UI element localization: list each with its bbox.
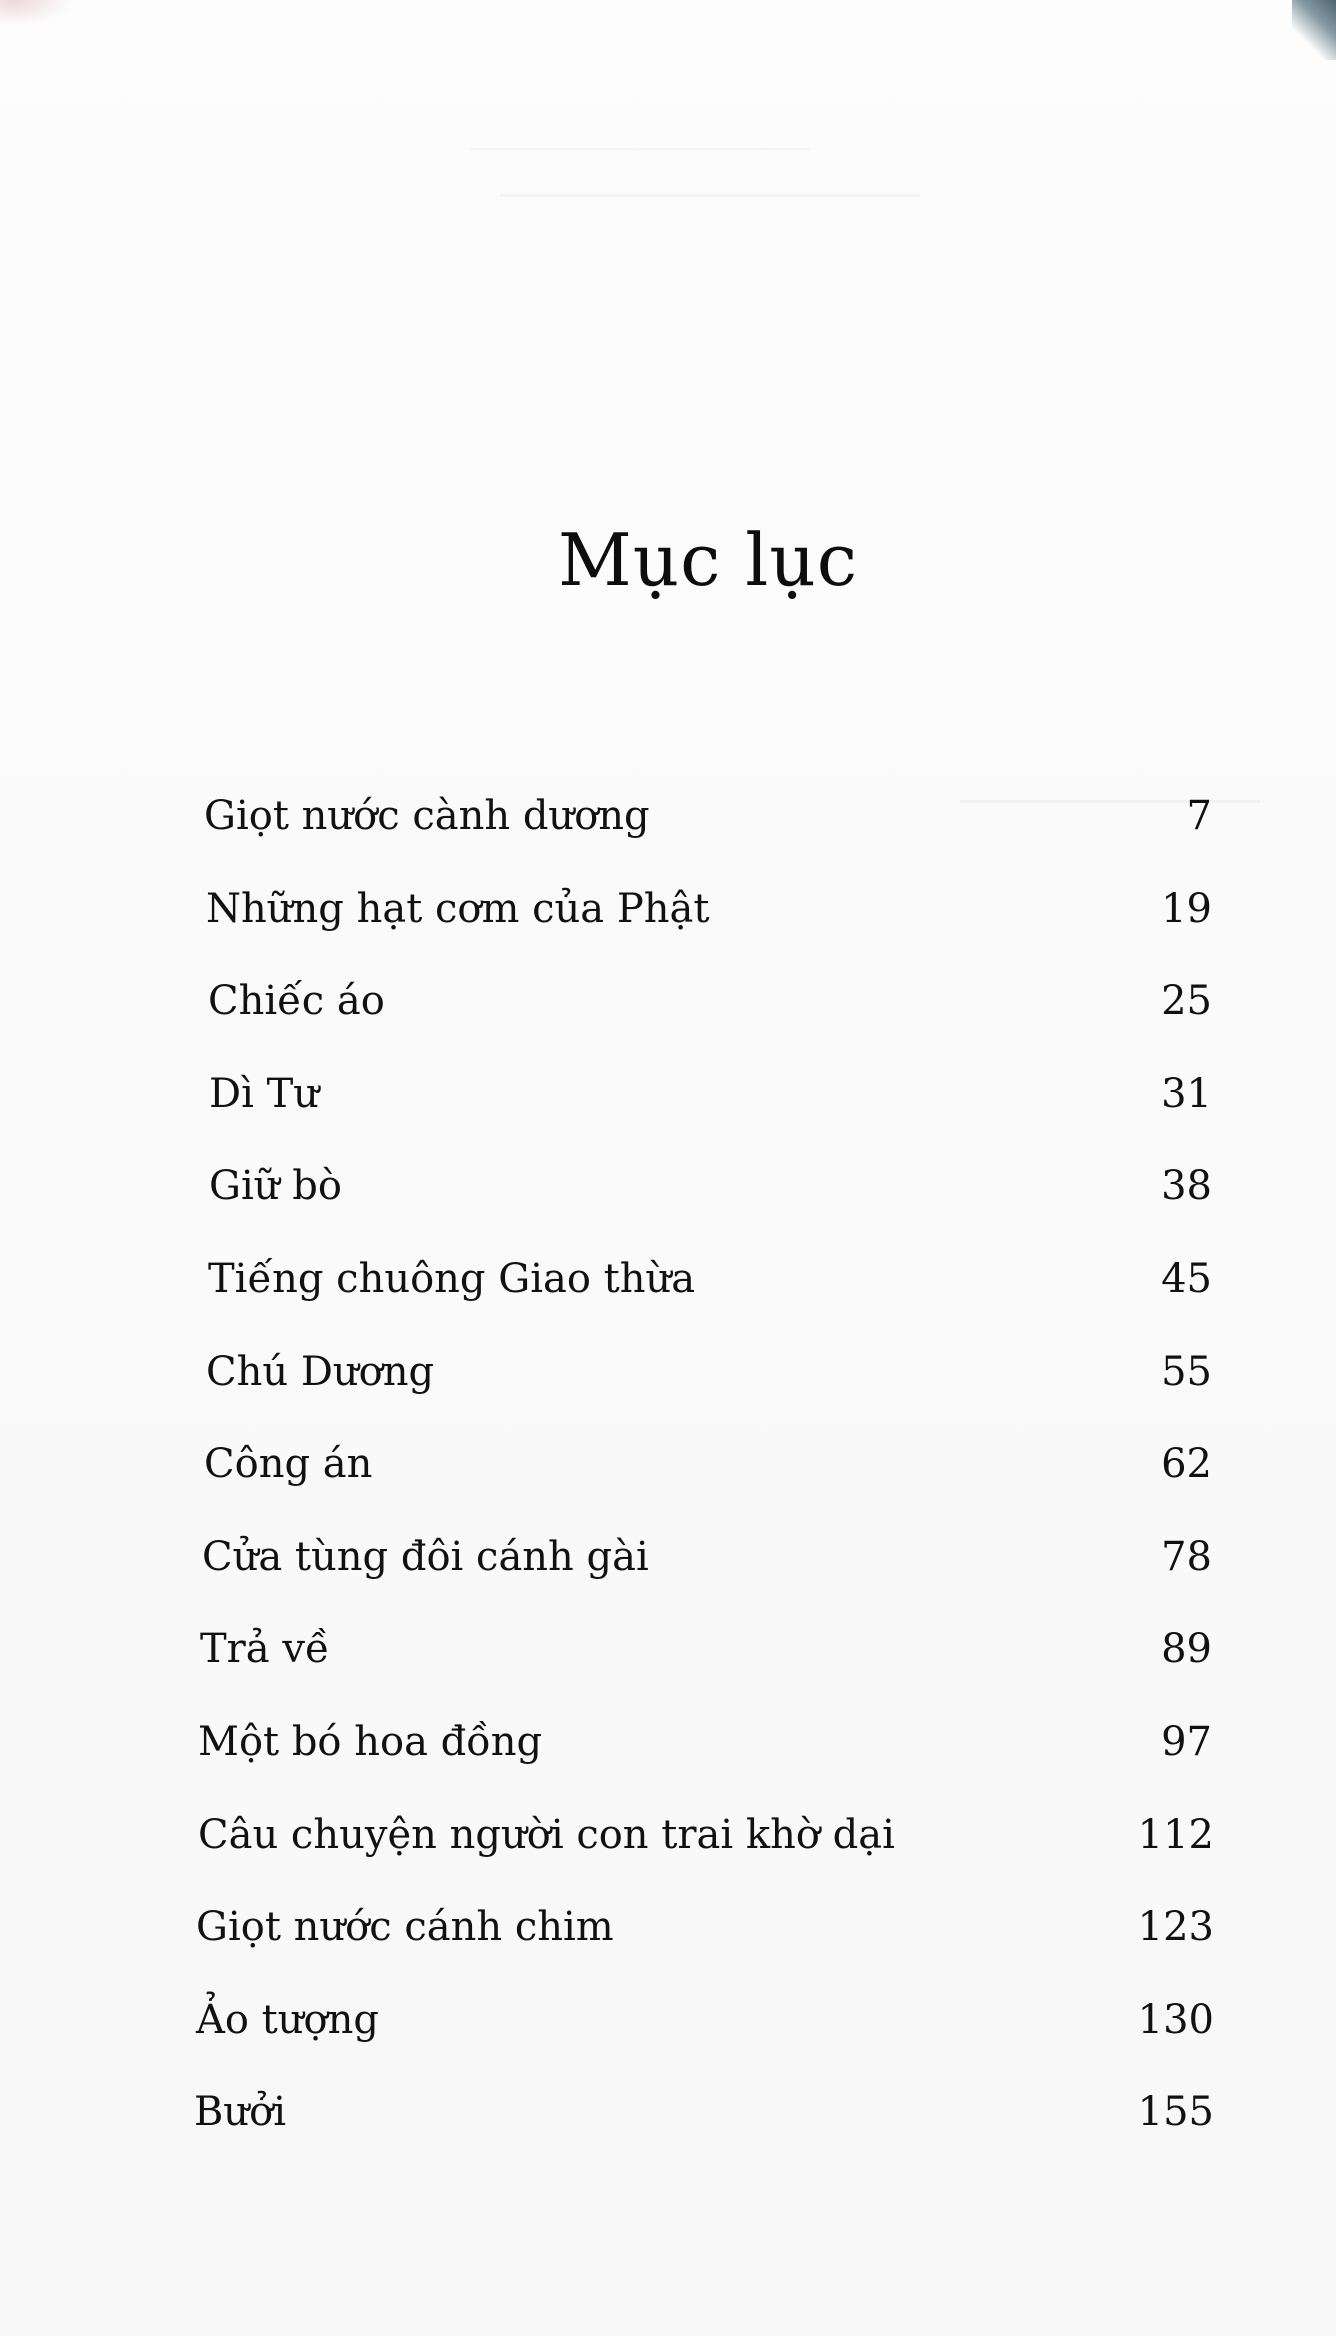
toc-entry-page: 123 (1137, 1904, 1214, 1951)
toc-entry-title: Bưởi (194, 2089, 287, 2136)
toc-entry-title: Dì Tư (209, 1070, 320, 1117)
toc-entry-page: 130 (1137, 1996, 1214, 2043)
toc-entry-page: 97 (1161, 1718, 1212, 1765)
toc-entry-title: Trả về (200, 1626, 330, 1673)
page-edge-tint (0, 0, 70, 24)
toc-entry (206, 863, 1212, 956)
toc-entry-page: 55 (1161, 1348, 1212, 1395)
toc-entry-page: 19 (1161, 885, 1212, 932)
toc-entry-title: Câu chuyện người con trai khờ dại (198, 1811, 895, 1858)
toc-entry-page: 7 (1186, 793, 1212, 839)
toc-entry (209, 1140, 1212, 1233)
toc-entry-page: 112 (1137, 1811, 1214, 1858)
toc-entry (198, 1789, 1214, 1882)
toc-entry (200, 1603, 1212, 1696)
page-corner-shadow (1292, 0, 1336, 60)
toc-entry-title: Những hạt cơm của Phật (206, 885, 710, 932)
toc-entry (202, 1511, 1212, 1604)
toc-entry (204, 1418, 1212, 1511)
toc-entry (208, 1233, 1212, 1326)
toc-entry-title: Ảo tượng (196, 1996, 379, 2043)
toc-entry-page: 89 (1161, 1626, 1212, 1673)
toc-entry-title: Chiếc áo (208, 978, 385, 1025)
toc-entry (198, 1696, 1212, 1789)
toc-entry-title: Cửa tùng đôi cánh gài (202, 1533, 649, 1580)
table-of-contents (196, 770, 1220, 2159)
toc-entry-title: Tiếng chuông Giao thừa (208, 1255, 696, 1302)
toc-entry (208, 955, 1212, 1048)
toc-entry (209, 1048, 1212, 1141)
toc-entry (196, 1974, 1214, 2067)
toc-entry-title: Công án (204, 1441, 373, 1488)
toc-entry (194, 2066, 1214, 2159)
toc-entry-title: Chú Dương (206, 1348, 435, 1395)
toc-entry-page: 62 (1161, 1441, 1212, 1488)
toc-entry-title: Giọt nước cành dương (204, 793, 650, 839)
toc-entry-page: 45 (1161, 1255, 1212, 1302)
toc-entry (204, 770, 1212, 863)
page-title: Mục lục (557, 518, 859, 603)
toc-entry-title: Một bó hoa đồng (198, 1718, 543, 1765)
toc-entry-page: 25 (1161, 978, 1212, 1025)
toc-entry-page: 38 (1161, 1163, 1212, 1210)
toc-entry (206, 1326, 1212, 1419)
toc-entry-title: Giữ bò (209, 1163, 342, 1210)
toc-entry (196, 1881, 1214, 1974)
toc-entry-page: 155 (1137, 2089, 1214, 2136)
toc-entry-title: Giọt nước cánh chim (196, 1904, 614, 1951)
toc-entry-page: 31 (1161, 1070, 1212, 1117)
toc-entry-page: 78 (1161, 1533, 1212, 1580)
